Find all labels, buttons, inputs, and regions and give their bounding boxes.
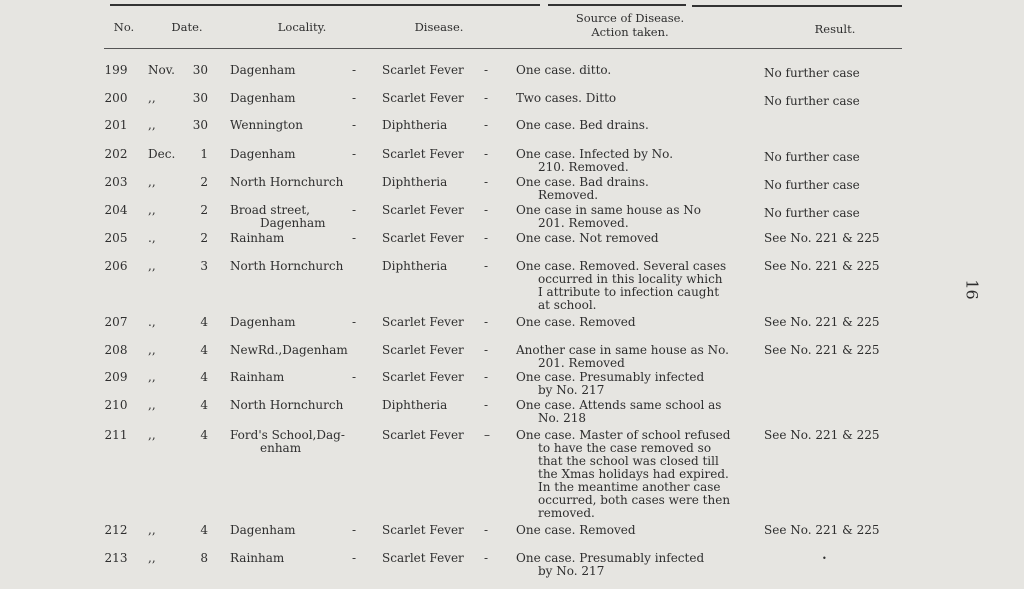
row-date-month: Dec.	[148, 147, 176, 161]
row-result: See No. 221 & 225	[764, 231, 880, 245]
row-source	[516, 232, 741, 245]
header-result: Result.	[814, 22, 856, 36]
row-source-line: that the school was closed till	[538, 454, 719, 468]
row-date-day: 1	[200, 147, 208, 161]
row-source	[516, 148, 741, 174]
row-locality-line: Dagenham	[230, 63, 296, 77]
row-source	[516, 64, 741, 77]
row-source-line: 201. Removed.	[538, 216, 629, 230]
row-source-line: by No. 217	[538, 564, 605, 578]
row-locality-line: Dagenham	[260, 216, 326, 230]
row-source-line: One case. Presumably infected	[516, 370, 705, 384]
row-source	[516, 552, 741, 578]
row-source	[516, 260, 741, 312]
row-locality-line: North Hornchurch	[230, 259, 344, 273]
row-locality-line: Rainham	[230, 370, 285, 384]
row-source-line: Removed.	[538, 188, 599, 202]
row-dash-locality: -	[352, 231, 357, 245]
row-locality	[230, 344, 350, 357]
row-locality	[230, 148, 350, 161]
row-locality	[230, 92, 350, 105]
row-source-line: Two cases. Ditto	[516, 91, 617, 105]
row-disease: Diphtheria	[382, 175, 448, 189]
row-date-day: 4	[200, 315, 208, 329]
row-date-day: 30	[192, 63, 208, 77]
row-date-day: 2	[200, 231, 208, 245]
row-locality	[230, 232, 350, 245]
row-locality	[230, 552, 350, 565]
row-disease: Scarlet Fever	[382, 203, 464, 217]
row-source-line: One case. Bad drains.	[516, 175, 649, 189]
row-locality-line: Dagenham	[230, 523, 296, 537]
row-number: 201	[104, 118, 128, 132]
row-date-day: 4	[200, 398, 208, 412]
row-locality-line: NewRd.,Dagenham	[230, 343, 348, 357]
row-result: No further case	[764, 66, 860, 80]
row-locality	[230, 399, 350, 412]
row-source-line: One case. Removed. Several cases	[516, 259, 727, 273]
row-source-line: No. 218	[538, 411, 587, 425]
row-result: See No. 221 & 225	[764, 259, 880, 273]
row-disease: Diphtheria	[382, 398, 448, 412]
row-dash-disease: -	[484, 523, 489, 537]
row-disease: Scarlet Fever	[382, 63, 464, 77]
row-disease: Scarlet Fever	[382, 370, 464, 384]
row-source-line: at school.	[538, 298, 597, 312]
row-dash-disease: -	[484, 147, 489, 161]
header-source-line1: Source of Disease.	[575, 11, 685, 25]
row-number: 212	[104, 523, 128, 537]
row-source-line: Another case in same house as No.	[516, 343, 729, 357]
row-number: 203	[104, 175, 128, 189]
row-dash-disease: -	[484, 343, 489, 357]
row-source-line: One case. Removed	[516, 315, 636, 329]
row-locality	[230, 176, 350, 189]
row-date-day: 2	[200, 203, 208, 217]
row-result: No further case	[764, 178, 860, 192]
row-source-line: 210. Removed.	[538, 160, 629, 174]
row-date-month: ,,	[148, 428, 156, 442]
row-locality	[230, 429, 350, 455]
row-locality	[230, 204, 350, 230]
row-date-month: Nov.	[148, 63, 175, 77]
row-locality	[230, 119, 350, 132]
row-number: 205	[104, 231, 128, 245]
row-locality-line: Rainham	[230, 551, 285, 565]
row-number: 208	[104, 343, 128, 357]
row-dash-disease: -	[484, 175, 489, 189]
row-date-month: ,,	[148, 118, 156, 132]
row-date-month: ,,	[148, 551, 156, 565]
row-number: 202	[104, 147, 128, 161]
row-source-line: the Xmas holidays had expired.	[538, 467, 729, 481]
row-locality-line: enham	[260, 441, 302, 455]
row-locality-line: Rainham	[230, 231, 285, 245]
row-locality-line: Ford's School,Dag-	[230, 428, 345, 442]
row-number: 206	[104, 259, 128, 273]
row-source-line: One case. Attends same school as	[516, 398, 722, 412]
row-dash-disease: –	[484, 428, 490, 442]
row-dash-disease: -	[484, 91, 489, 105]
row-result: See No. 221 & 225	[764, 428, 880, 442]
row-dash-disease: -	[484, 203, 489, 217]
row-source-line: removed.	[538, 506, 595, 520]
header-no: No.	[113, 20, 135, 34]
row-disease: Scarlet Fever	[382, 428, 464, 442]
row-result: See No. 221 & 225	[764, 343, 880, 357]
row-source-line: One case. Bed drains.	[516, 118, 649, 132]
row-dash-disease: -	[484, 398, 489, 412]
header-source-line2: Action taken.	[591, 25, 669, 39]
row-dash-locality: -	[352, 91, 357, 105]
row-source-line: One case. ditto.	[516, 63, 612, 77]
row-source-line: to have the case removed so	[538, 441, 712, 455]
header-date: Date.	[171, 20, 203, 34]
row-dash-disease: -	[484, 63, 489, 77]
row-dash-disease: -	[484, 315, 489, 329]
row-dash-disease: -	[484, 259, 489, 273]
row-date-day: 2	[200, 175, 208, 189]
row-result: No further case	[764, 94, 860, 108]
row-number: 210	[104, 398, 128, 412]
row-result: •	[822, 554, 827, 563]
row-result: No further case	[764, 150, 860, 164]
row-dash-disease: -	[484, 231, 489, 245]
row-source-line: One case. Infected by No.	[516, 147, 674, 161]
row-date-month: ,,	[148, 370, 156, 384]
row-date-day: 4	[200, 343, 208, 357]
row-source-line: One case in same house as No	[516, 203, 702, 217]
row-locality-line: Dagenham	[230, 91, 296, 105]
top-rule-mid	[548, 4, 686, 6]
row-source	[516, 204, 741, 230]
row-locality-line: North Hornchurch	[230, 398, 344, 412]
row-date-month: ,,	[148, 523, 156, 537]
row-number: 213	[104, 551, 128, 565]
row-date-day: 30	[192, 118, 208, 132]
row-date-month: ,,	[148, 203, 156, 217]
row-date-day: 30	[192, 91, 208, 105]
row-source-line: 201. Removed	[538, 356, 625, 370]
row-source	[516, 176, 741, 202]
row-result: No further case	[764, 206, 860, 220]
row-dash-locality: -	[352, 551, 357, 565]
row-locality-line: Dagenham	[230, 147, 296, 161]
row-dash-locality: -	[352, 370, 357, 384]
row-locality-line: Broad street,	[230, 203, 310, 217]
top-rule-left	[110, 4, 540, 6]
row-date-day: 4	[200, 370, 208, 384]
row-date-month: ,,	[148, 91, 156, 105]
row-locality-line: Dagenham	[230, 315, 296, 329]
row-source	[516, 119, 741, 132]
row-source-line: One case. Master of school refused	[516, 428, 731, 442]
row-date-day: 4	[200, 523, 208, 537]
row-number: 199	[104, 63, 128, 77]
row-disease: Scarlet Fever	[382, 343, 464, 357]
row-source	[516, 316, 741, 329]
row-disease: Scarlet Fever	[382, 147, 464, 161]
row-locality-line: Wennington	[230, 118, 303, 132]
row-source-line: occurred, both cases were then	[538, 493, 731, 507]
row-date-day: 4	[200, 428, 208, 442]
row-date-month: .,	[148, 231, 156, 245]
row-dash-locality: -	[352, 63, 357, 77]
header-rule	[104, 48, 902, 49]
row-disease: Diphtheria	[382, 259, 448, 273]
row-source	[516, 371, 741, 397]
row-dash-locality: -	[352, 118, 357, 132]
row-locality	[230, 260, 350, 273]
row-source-line: One case. Not removed	[516, 231, 659, 245]
top-rule-right	[692, 5, 902, 7]
row-date-day: 8	[200, 551, 208, 565]
row-dash-locality: -	[352, 315, 357, 329]
row-dash-locality: -	[352, 203, 357, 217]
row-source	[516, 524, 741, 537]
row-number: 200	[104, 91, 128, 105]
row-disease: Scarlet Fever	[382, 91, 464, 105]
row-source	[516, 429, 741, 520]
row-dash-locality: -	[352, 523, 357, 537]
row-dash-disease: -	[484, 118, 489, 132]
row-locality	[230, 524, 350, 537]
row-dash-disease: -	[484, 551, 489, 565]
row-dash-locality: -	[352, 147, 357, 161]
header-locality: Locality.	[277, 20, 327, 34]
row-source	[516, 92, 741, 105]
row-disease: Scarlet Fever	[382, 523, 464, 537]
row-number: 207	[104, 315, 128, 329]
row-locality	[230, 64, 350, 77]
row-date-month: .,	[148, 315, 156, 329]
row-source	[516, 344, 741, 370]
header-disease: Disease.	[414, 20, 464, 34]
row-source	[516, 399, 741, 425]
row-disease: Scarlet Fever	[382, 551, 464, 565]
row-source-line: In the meantime another case	[538, 480, 721, 494]
row-number: 204	[104, 203, 128, 217]
row-disease: Scarlet Fever	[382, 315, 464, 329]
row-source-line: occurred in this locality which	[538, 272, 723, 286]
row-locality	[230, 371, 350, 384]
row-source-line: I attribute to infection caught	[538, 285, 720, 299]
row-source-line: One case. Presumably infected	[516, 551, 705, 565]
row-date-month: ,,	[148, 259, 156, 273]
row-disease: Diphtheria	[382, 118, 448, 132]
row-date-month: ,,	[148, 175, 156, 189]
row-number: 211	[104, 428, 128, 442]
row-result: See No. 221 & 225	[764, 315, 880, 329]
row-disease: Scarlet Fever	[382, 231, 464, 245]
row-date-month: ,,	[148, 343, 156, 357]
row-dash-disease: -	[484, 370, 489, 384]
row-source-line: One case. Removed	[516, 523, 636, 537]
row-source-line: by No. 217	[538, 383, 605, 397]
row-result: See No. 221 & 225	[764, 523, 880, 537]
row-locality	[230, 316, 350, 329]
row-number: 209	[104, 370, 128, 384]
row-date-day: 3	[200, 259, 208, 273]
page-number: 16	[962, 279, 982, 300]
row-date-month: ,,	[148, 398, 156, 412]
row-locality-line: North Hornchurch	[230, 175, 344, 189]
